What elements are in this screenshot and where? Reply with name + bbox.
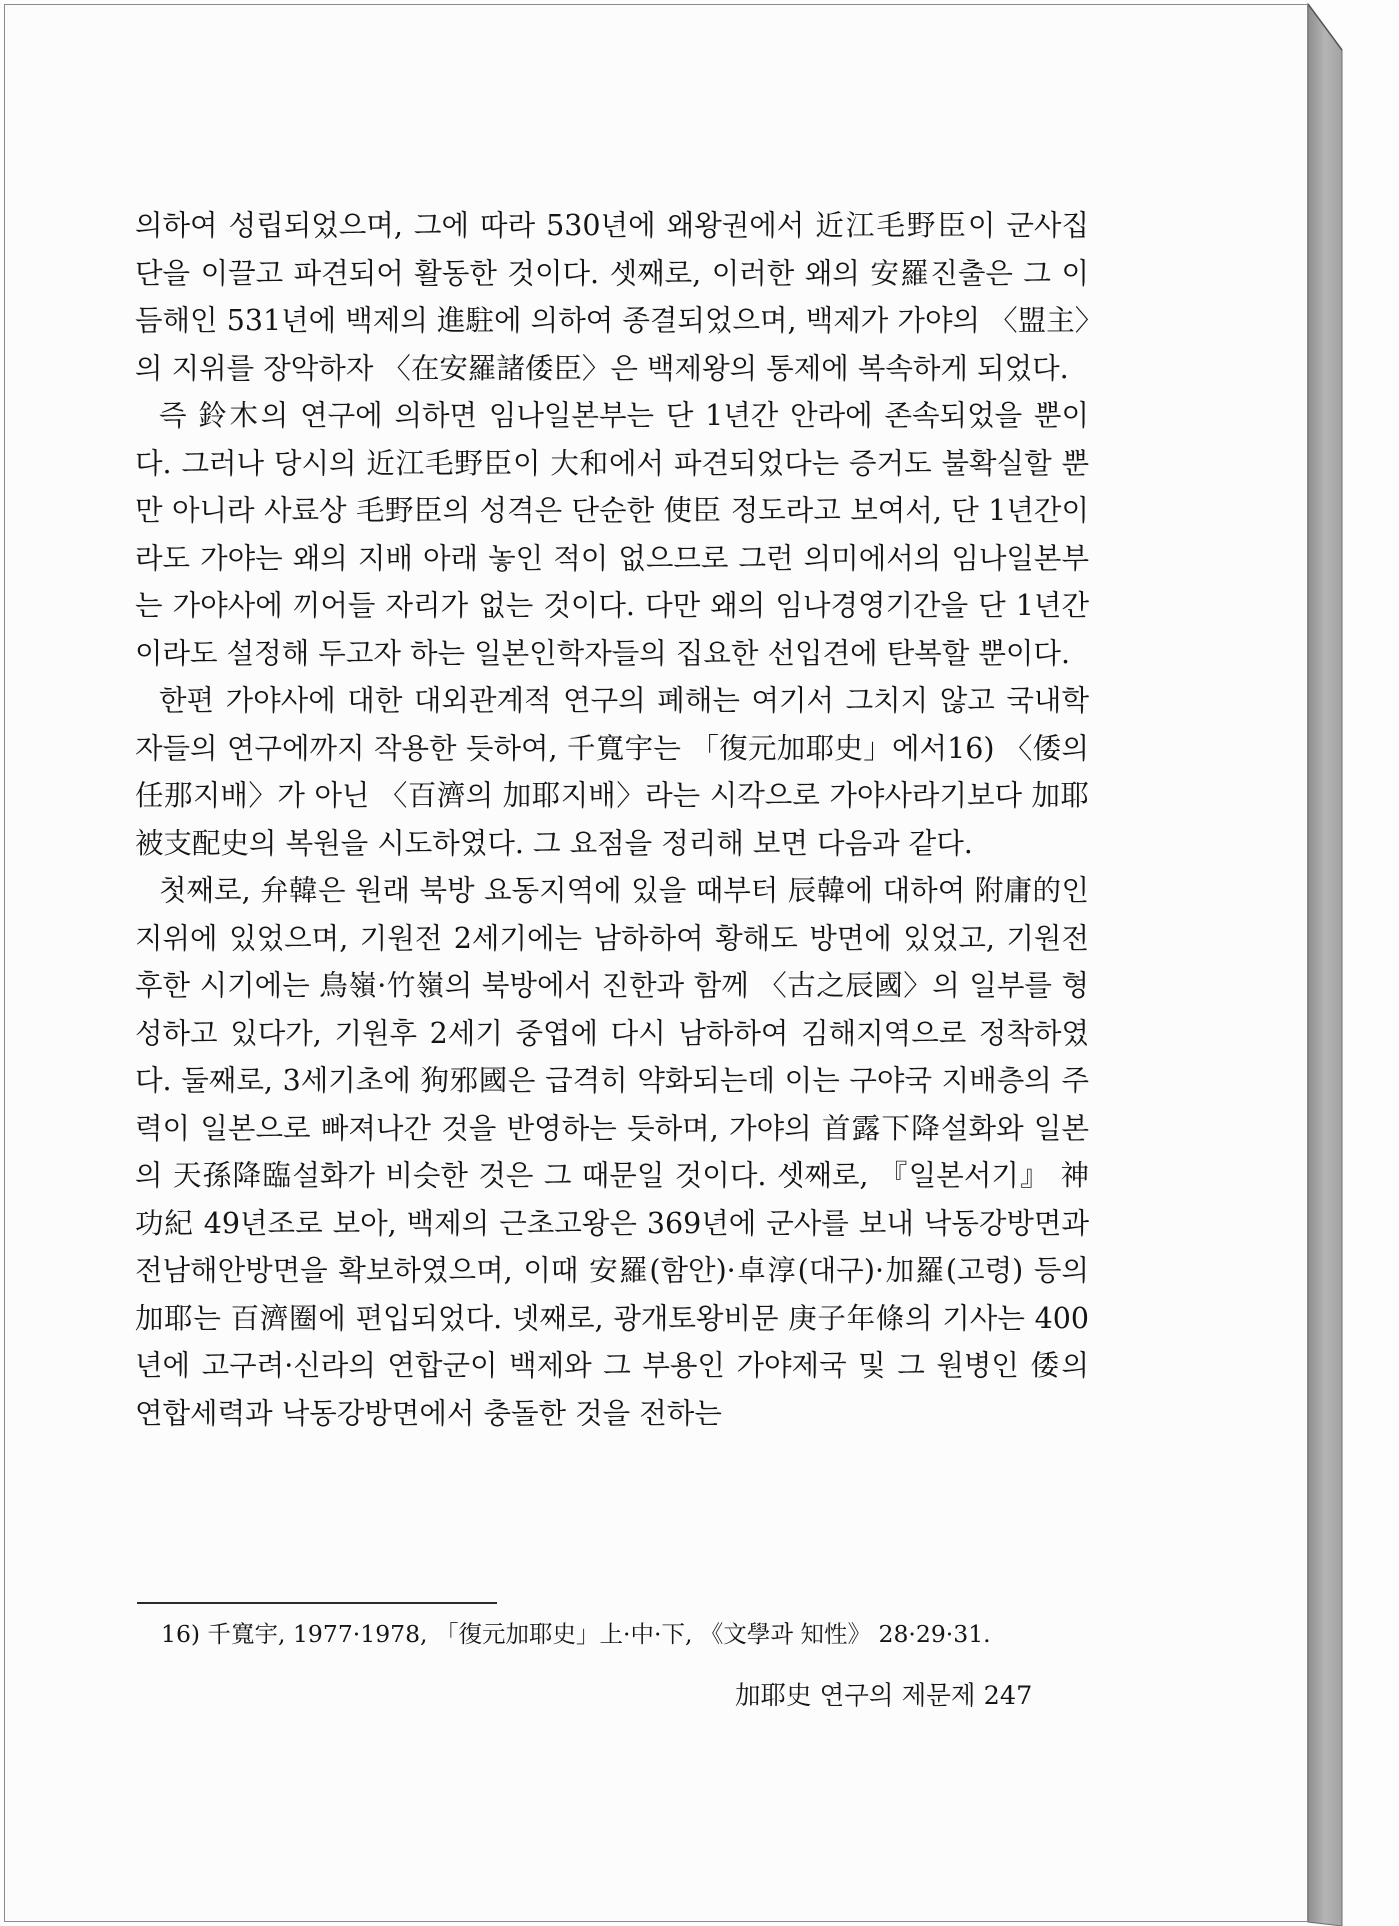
body-text (135, 202, 1089, 1437)
footnote-separator (137, 1602, 497, 1604)
footnote: 16) 千寬宇, 1977·1978, 「復元加耶史」上·中·下, 《文學과 知性》 28·29·31. (161, 1620, 991, 1648)
paragraph-2: 즉 鈴木의 연구에 의하면 임나일본부는 단 1년간 안라에 존속되었을 뿐이다. 그러나 당시의 近江毛野臣이 大和에서 파견되었다는 증거도 불확실할 뿐만 아니라 사료상 毛野臣의 성격은 단순한 使臣 정도라고 보여서, 단 1년간이라도 가야는 왜의 지배 아래 놓인 적이 없으므로 그런 의미에서의 임나일본부는 가야사에 끼어들 자리가 없는 것이다. 다만 왜의 임나경영기간을 단 1년간이라도 설정해 두고자 하는 일본인학자들의 집요한 선입견에 탄복할 뿐이다. (135, 399, 1089, 670)
running-footer: 加耶史 연구의 제문제 247 (735, 1681, 1033, 1711)
paragraph-1: 의하여 성립되었으며, 그에 따라 530년에 왜왕권에서 近江毛野臣이 군사집단을 이끌고 파견되어 활동한 것이다. 셋째로, 이러한 왜의 安羅진출은 그 이듬해인 531년에 백제의 進駐에 의하여 종결되었으며, 백제가 가야의 〈盟主〉의 지위를 장악하자 〈在安羅諸倭臣〉은 백제왕의 통제에 복속하게 되었다. (135, 209, 1089, 385)
paragraph-3: 한편 가야사에 대한 대외관계적 연구의 폐해는 여기서 그치지 않고 국내학자들의 연구에까지 작용한 듯하여, 千寬宇는 「復元加耶史」에서16) 〈倭의 任那지배〉가 아닌 〈百濟의 加耶지배〉라는 시각으로 가야사라기보다 加耶被支配史의 복원을 시도하였다. 그 요점을 정리해 보면 다음과 같다. (135, 684, 1089, 860)
paragraph-4: 첫째로, 弁韓은 원래 북방 요동지역에 있을 때부터 辰韓에 대하여 附庸的인 지위에 있었으며, 기원전 2세기에는 남하하여 황해도 방면에 있었고, 기원전후한 시기에는 鳥嶺·竹嶺의 북방에서 진한과 함께 〈古之辰國〉의 일부를 형성하고 있다가, 기원후 2세기 중엽에 다시 남하하여 김해지역으로 정착하였다. 둘째로, 3세기초에 狗邪國은 급격히 약화되는데 이는 구야국 지배층의 주력이 일본으로 빠져나간 것을 반영하는 듯하며, 가야의 首露下降설화와 일본의 天孫降臨설화가 비슷한 것은 그 때문일 것이다. 셋째로, 『일본서기』 神功紀 49년조로 보아, 백제의 근초고왕은 369년에 군사를 보내 낙동강방면과 전남해안방면을 확보하였으며, 이때 安羅(함안)·卓淳(대구)·加羅(고령) 등의 加耶는 百濟圈에 편입되었다. 넷째로, 광개토왕비문 庚子年條의 기사는 400년에 고구려·신라의 연합군이 백제와 그 부용인 가야제국 및 그 원병인 倭의 연합세력과 낙동강방면에서 충돌한 것을 전하는 (135, 874, 1089, 1430)
